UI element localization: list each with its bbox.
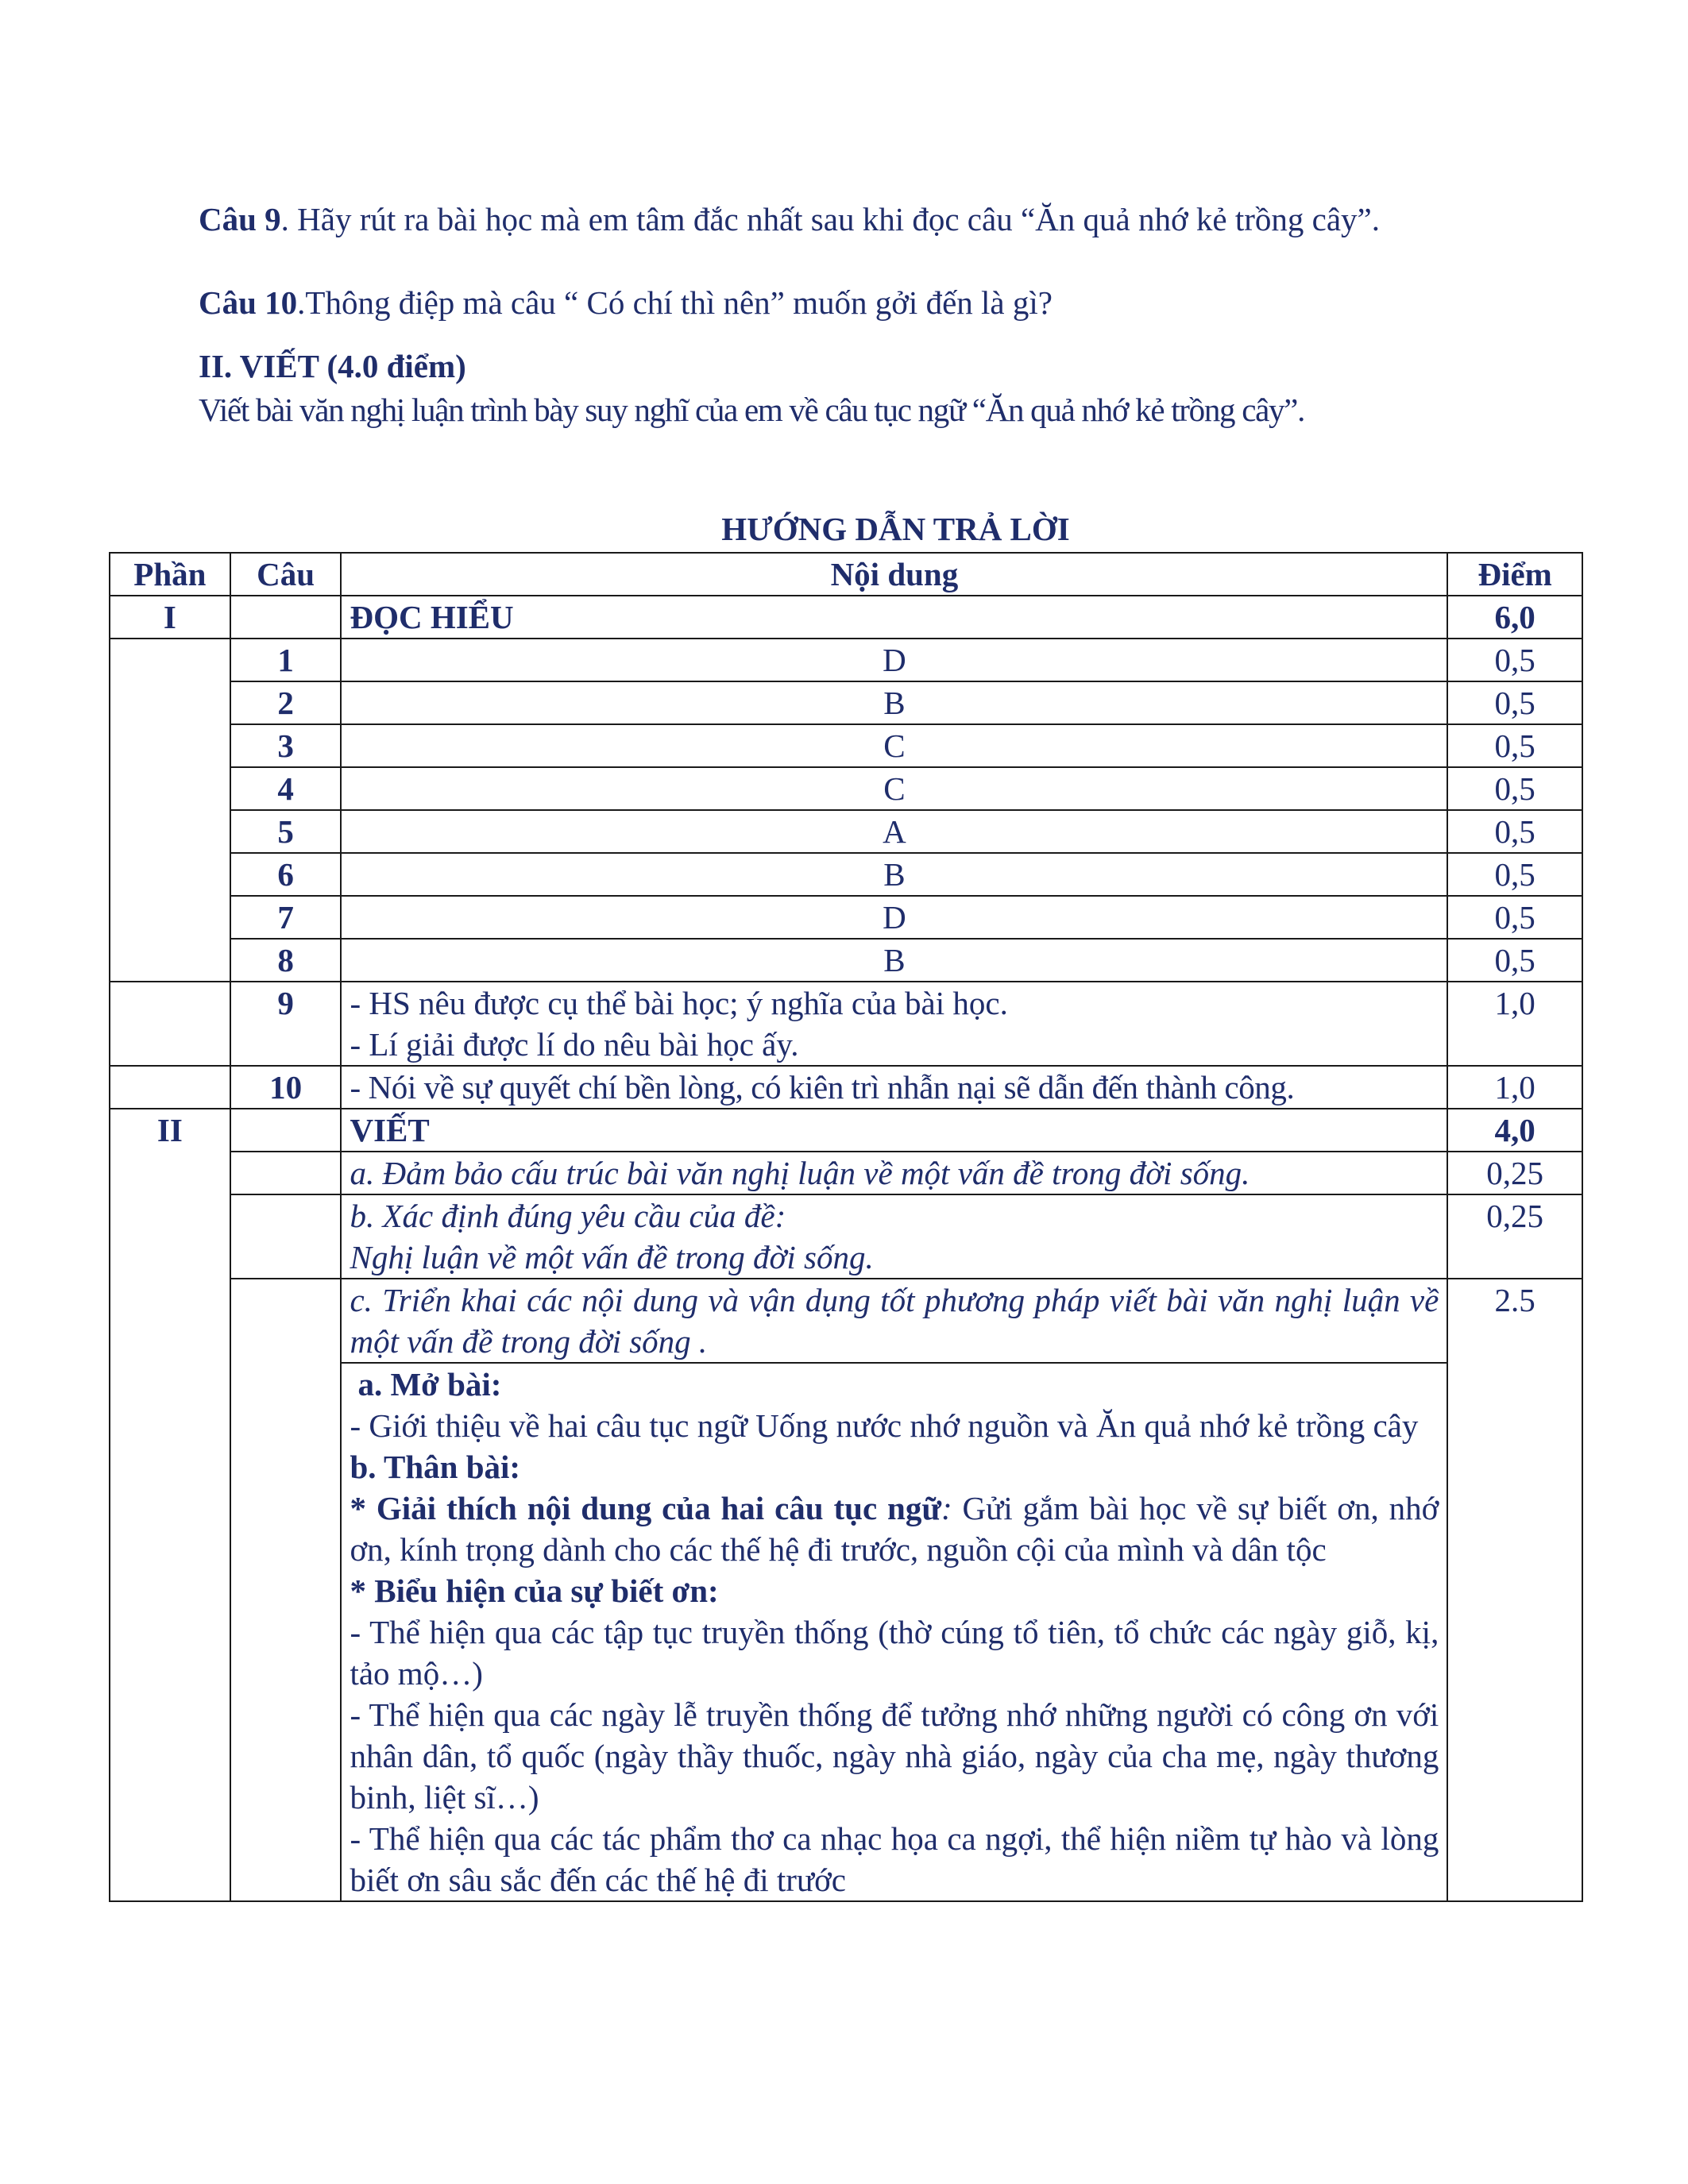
- table-row: [110, 810, 1582, 853]
- table-row: [110, 1194, 1582, 1279]
- bieu-hien-3: - Thể hiện qua các tác phẩm thơ ca nhạc họa ca ngợi, thể hiện niềm tự hào và lòng biết ơn sâu sắc đến các thế hệ đi trước: [350, 1820, 1439, 1898]
- empty-cell: [110, 982, 230, 1066]
- question-10-label: Câu 10: [199, 284, 298, 321]
- empty-cell: [110, 1066, 230, 1109]
- answer-value: C: [341, 767, 1447, 810]
- criterion-c: c. Triển khai các nội dung và vận dụng tốt phương pháp viết bài văn nghị luận về một vấn đề trong đời sống .: [341, 1279, 1447, 1363]
- cau-number: 6: [230, 853, 342, 896]
- score-value: 0,5: [1447, 681, 1582, 724]
- answer-value: A: [341, 810, 1447, 853]
- header-noidung: Nội dung: [341, 553, 1447, 596]
- cau-number: 7: [230, 896, 342, 939]
- section-2-row: [110, 1109, 1582, 1152]
- question-10-text: .Thông điệp mà câu “ Có chí thì nên” muốn gởi đến là gì?: [297, 284, 1053, 321]
- giai-thich-colon: :: [941, 1490, 952, 1526]
- q10-content: - Nói về sự quyết chí bền lòng, có kiên trì nhẫn nại sẽ dẫn đến thành công.: [341, 1066, 1447, 1109]
- header-cau: Câu: [230, 553, 342, 596]
- score-value: 0,5: [1447, 896, 1582, 939]
- score-value: 0,5: [1447, 639, 1582, 681]
- score-value: 0,5: [1447, 810, 1582, 853]
- answer-value: C: [341, 724, 1447, 767]
- section-2-score: 4,0: [1447, 1109, 1582, 1152]
- section-1-title: ĐỌC HIỂU: [341, 596, 1447, 639]
- criterion-a: a. Đảm bảo cấu trúc bài văn nghị luận về một vấn đề trong đời sống.: [341, 1152, 1447, 1194]
- writing-prompt: Viết bài văn nghị luận trình bày suy nghĩ của em về câu tục ngữ “Ăn quả nhớ kẻ trồng cây”.: [199, 392, 1305, 428]
- section-2-phan: II: [110, 1109, 230, 1901]
- empty-cell: [110, 639, 230, 982]
- cau-number: 4: [230, 767, 342, 810]
- score-value: 0,5: [1447, 939, 1582, 982]
- table-row: [110, 724, 1582, 767]
- empty-cell: [230, 1279, 342, 1901]
- score-value: 1,0: [1447, 982, 1582, 1066]
- empty-cell: [230, 596, 342, 639]
- score-value: 0,5: [1447, 724, 1582, 767]
- empty-cell: [230, 1152, 342, 1194]
- giai-thich-paragraph: [350, 1488, 1439, 1570]
- table-row: [110, 681, 1582, 724]
- answer-value: D: [341, 896, 1447, 939]
- mo-bai-heading: a. Mở bài:: [357, 1366, 502, 1403]
- table-row: [110, 639, 1582, 681]
- table-row: [110, 853, 1582, 896]
- writing-heading: II. VIẾT (4.0 điểm): [199, 348, 466, 384]
- section-2-title: VIẾT: [341, 1109, 1447, 1152]
- table-header-row: [110, 553, 1582, 596]
- table-row: [110, 1152, 1582, 1194]
- q9-content: [341, 982, 1447, 1066]
- cau-number: 3: [230, 724, 342, 767]
- criterion-b-line-1: b. Xác định đúng yêu cầu của đề:: [350, 1198, 786, 1234]
- table-row: [110, 939, 1582, 982]
- mo-bai-text: - Giới thiệu về hai câu tục ngữ Uống nước nhớ nguồn và Ăn quả nhớ kẻ trồng cây: [350, 1407, 1419, 1444]
- cau-number: 1: [230, 639, 342, 681]
- q9-line-2: - Lí giải được lí do nêu bài học ấy.: [350, 1026, 799, 1063]
- section-1-phan: I: [110, 596, 230, 639]
- criterion-b-line-2: Nghị luận về một vấn đề trong đời sống.: [350, 1239, 874, 1275]
- answer-guide-title: HƯỚNG DẪN TRẢ LỜI: [721, 511, 1070, 547]
- giai-thich-label: * Giải thích nội dung của hai câu tục ngữ: [350, 1490, 941, 1526]
- cau-number: 8: [230, 939, 342, 982]
- cau-number: 9: [230, 982, 342, 1066]
- answer-value: B: [341, 939, 1447, 982]
- q9-line-1: - HS nêu được cụ thể bài học; ý nghĩa của bài học.: [350, 985, 1008, 1021]
- score-value: 0,25: [1447, 1194, 1582, 1279]
- table-row: [110, 982, 1582, 1066]
- bieu-hien-heading: * Biểu hiện của sự biết ơn:: [350, 1572, 719, 1609]
- score-value: 0,25: [1447, 1152, 1582, 1194]
- answer-table: [109, 552, 1583, 1902]
- than-bai-heading: b. Thân bài:: [350, 1449, 521, 1485]
- bieu-hien-2: - Thể hiện qua các ngày lễ truyền thống để tưởng nhớ những người có công ơn với nhân dân, tổ quốc (ngày thầy thuốc, ngày nhà giáo, ngày của cha mẹ, ngày thương binh, liệt sĩ…): [350, 1696, 1439, 1815]
- cau-number: 5: [230, 810, 342, 853]
- table-row: [110, 1066, 1582, 1109]
- answer-value: D: [341, 639, 1447, 681]
- score-value: 0,5: [1447, 853, 1582, 896]
- table-row: [110, 896, 1582, 939]
- header-phan: Phần: [110, 553, 230, 596]
- essay-outline: [341, 1363, 1447, 1901]
- score-value: 0,5: [1447, 767, 1582, 810]
- giai-thich-text: Gửi gắm bài học về sự biết ơn, nhớ ơn, kính trọng dành cho các thế hệ đi trước, nguồn cội của mình và dân tộc: [350, 1490, 1439, 1568]
- question-9-label: Câu 9: [199, 201, 281, 237]
- question-9: [199, 199, 1485, 240]
- question-9-text: . Hãy rút ra bài học mà em tâm đắc nhất sau khi đọc câu “Ăn quả nhớ kẻ trồng cây”.: [280, 201, 1380, 237]
- section-1-score: 6,0: [1447, 596, 1582, 639]
- question-10: [199, 282, 1485, 323]
- answer-value: B: [341, 853, 1447, 896]
- score-value: 1,0: [1447, 1066, 1582, 1109]
- criterion-b: [341, 1194, 1447, 1279]
- bieu-hien-1: - Thể hiện qua các tập tục truyền thống (thờ cúng tổ tiên, tổ chức các ngày giỗ, kị, tảo mộ…): [350, 1614, 1439, 1692]
- cau-number: 2: [230, 681, 342, 724]
- empty-cell: [230, 1194, 342, 1279]
- answer-value: B: [341, 681, 1447, 724]
- empty-cell: [230, 1109, 342, 1152]
- cau-number: 10: [230, 1066, 342, 1109]
- table-row: [110, 1279, 1582, 1363]
- score-value: 2.5: [1447, 1279, 1582, 1901]
- section-1-row: [110, 596, 1582, 639]
- table-row: [110, 767, 1582, 810]
- header-diem: Điểm: [1447, 553, 1582, 596]
